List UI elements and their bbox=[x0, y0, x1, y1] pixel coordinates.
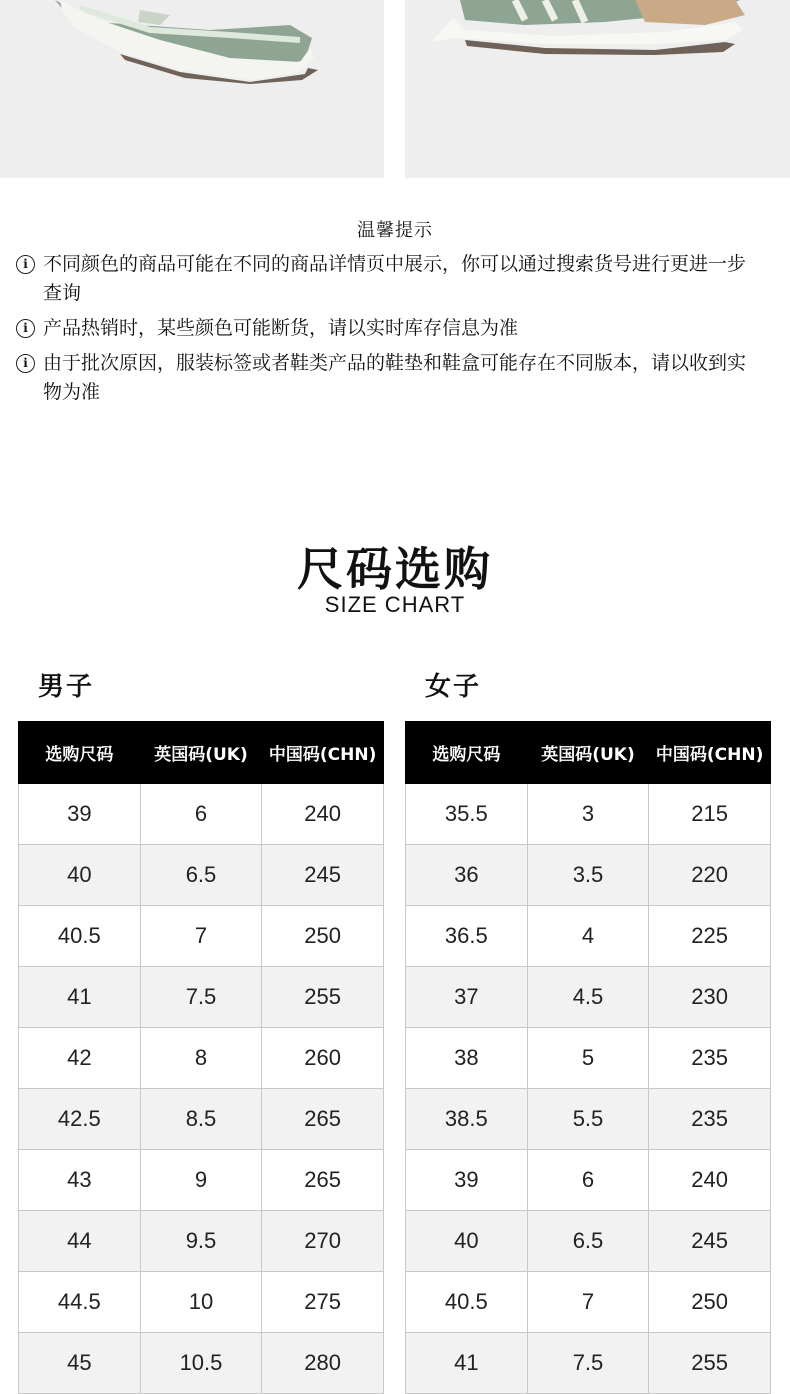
table-cell: 43 bbox=[19, 1150, 141, 1211]
table-row bbox=[19, 967, 384, 1028]
table-header-row bbox=[19, 722, 384, 784]
table-cell: 44 bbox=[19, 1211, 141, 1272]
table-row bbox=[19, 1211, 384, 1272]
table-cell: 8.5 bbox=[140, 1089, 262, 1150]
notice-item bbox=[16, 349, 756, 407]
table-cell: 265 bbox=[262, 1150, 384, 1211]
table-cell: 245 bbox=[262, 845, 384, 906]
column-header: 英国码(UK) bbox=[527, 722, 649, 784]
table-row bbox=[19, 906, 384, 967]
table-cell: 36 bbox=[406, 845, 528, 906]
table-cell: 8 bbox=[140, 1028, 262, 1089]
table-cell: 6.5 bbox=[527, 1211, 649, 1272]
table-cell: 225 bbox=[649, 906, 771, 967]
table-row bbox=[406, 1150, 771, 1211]
table-row bbox=[406, 845, 771, 906]
shoe-image bbox=[0, 0, 384, 178]
table-cell: 250 bbox=[262, 906, 384, 967]
table-cell: 35.5 bbox=[406, 784, 528, 845]
table-cell: 9 bbox=[140, 1150, 262, 1211]
column-header: 英国码(UK) bbox=[140, 722, 262, 784]
women-label: 女子 bbox=[425, 672, 482, 702]
table-cell: 6 bbox=[527, 1150, 649, 1211]
info-icon: i bbox=[16, 255, 35, 274]
table-cell: 41 bbox=[19, 967, 141, 1028]
table-cell: 245 bbox=[649, 1211, 771, 1272]
table-row bbox=[19, 1028, 384, 1089]
notice-text: 产品热销时，某些颜色可能断货，请以实时库存信息为准 bbox=[43, 317, 519, 339]
table-cell: 41 bbox=[406, 1333, 528, 1394]
table-cell: 37 bbox=[406, 967, 528, 1028]
product-photos bbox=[0, 0, 790, 180]
table-cell: 235 bbox=[649, 1028, 771, 1089]
table-row bbox=[19, 1333, 384, 1394]
table-cell: 5 bbox=[527, 1028, 649, 1089]
table-cell: 40 bbox=[19, 845, 141, 906]
table-cell: 6.5 bbox=[140, 845, 262, 906]
men-size-table bbox=[18, 721, 384, 1394]
table-cell: 7 bbox=[527, 1272, 649, 1333]
table-row bbox=[19, 845, 384, 906]
product-photo-right bbox=[405, 0, 790, 178]
table-cell: 230 bbox=[649, 967, 771, 1028]
table-cell: 255 bbox=[262, 967, 384, 1028]
table-cell: 255 bbox=[649, 1333, 771, 1394]
column-header: 选购尺码 bbox=[19, 722, 141, 784]
table-cell: 220 bbox=[649, 845, 771, 906]
table-cell: 240 bbox=[649, 1150, 771, 1211]
table-row bbox=[19, 1150, 384, 1211]
table-cell: 7.5 bbox=[527, 1333, 649, 1394]
product-photo-left bbox=[0, 0, 384, 178]
table-cell: 42.5 bbox=[19, 1089, 141, 1150]
notice-title: 温馨提示 bbox=[357, 220, 433, 241]
table-cell: 250 bbox=[649, 1272, 771, 1333]
table-row bbox=[19, 1272, 384, 1333]
table-row bbox=[406, 967, 771, 1028]
table-row bbox=[406, 1272, 771, 1333]
table-cell: 3 bbox=[527, 784, 649, 845]
table-cell: 4.5 bbox=[527, 967, 649, 1028]
table-cell: 39 bbox=[406, 1150, 528, 1211]
notice-item bbox=[16, 250, 756, 308]
column-header: 中国码(CHN) bbox=[262, 722, 384, 784]
table-cell: 280 bbox=[262, 1333, 384, 1394]
table-cell: 36.5 bbox=[406, 906, 528, 967]
table-row bbox=[406, 1028, 771, 1089]
table-cell: 10 bbox=[140, 1272, 262, 1333]
notice-item bbox=[16, 314, 756, 343]
info-icon: i bbox=[16, 319, 35, 338]
table-cell: 275 bbox=[262, 1272, 384, 1333]
column-header: 选购尺码 bbox=[406, 722, 528, 784]
table-cell: 270 bbox=[262, 1211, 384, 1272]
table-cell: 40.5 bbox=[406, 1272, 528, 1333]
table-row bbox=[19, 784, 384, 845]
notice-text: 由于批次原因，服装标签或者鞋类产品的鞋垫和鞋盒可能存在不同版本，请以收到实物为准 bbox=[43, 352, 747, 403]
table-cell: 7.5 bbox=[140, 967, 262, 1028]
column-header: 中国码(CHN) bbox=[649, 722, 771, 784]
table-cell: 3.5 bbox=[527, 845, 649, 906]
table-row bbox=[406, 906, 771, 967]
table-cell: 260 bbox=[262, 1028, 384, 1089]
table-cell: 40.5 bbox=[19, 906, 141, 967]
women-table-body bbox=[406, 784, 771, 1394]
table-cell: 240 bbox=[262, 784, 384, 845]
size-chart-title: 尺码选购 bbox=[297, 542, 493, 596]
table-cell: 38.5 bbox=[406, 1089, 528, 1150]
table-cell: 235 bbox=[649, 1089, 771, 1150]
women-size-table bbox=[405, 721, 771, 1394]
men-table-body bbox=[19, 784, 384, 1394]
table-row bbox=[406, 1089, 771, 1150]
table-cell: 40 bbox=[406, 1211, 528, 1272]
table-row bbox=[406, 1333, 771, 1394]
table-row bbox=[406, 784, 771, 845]
table-cell: 9.5 bbox=[140, 1211, 262, 1272]
table-cell: 5.5 bbox=[527, 1089, 649, 1150]
table-cell: 7 bbox=[140, 906, 262, 967]
notice-text: 不同颜色的商品可能在不同的商品详情页中展示，你可以通过搜索货号进行更进一步查询 bbox=[43, 253, 747, 304]
table-cell: 6 bbox=[140, 784, 262, 845]
table-cell: 215 bbox=[649, 784, 771, 845]
table-cell: 265 bbox=[262, 1089, 384, 1150]
table-cell: 45 bbox=[19, 1333, 141, 1394]
table-cell: 38 bbox=[406, 1028, 528, 1089]
table-cell: 39 bbox=[19, 784, 141, 845]
table-cell: 10.5 bbox=[140, 1333, 262, 1394]
table-cell: 4 bbox=[527, 906, 649, 967]
men-label: 男子 bbox=[38, 672, 95, 702]
notice-list bbox=[16, 250, 756, 413]
table-cell: 42 bbox=[19, 1028, 141, 1089]
size-chart-subtitle: SIZE CHART bbox=[324, 592, 466, 617]
table-header-row bbox=[406, 722, 771, 784]
table-cell: 44.5 bbox=[19, 1272, 141, 1333]
table-row bbox=[19, 1089, 384, 1150]
table-row bbox=[406, 1211, 771, 1272]
shoe-image bbox=[405, 0, 790, 178]
info-icon: i bbox=[16, 354, 35, 373]
